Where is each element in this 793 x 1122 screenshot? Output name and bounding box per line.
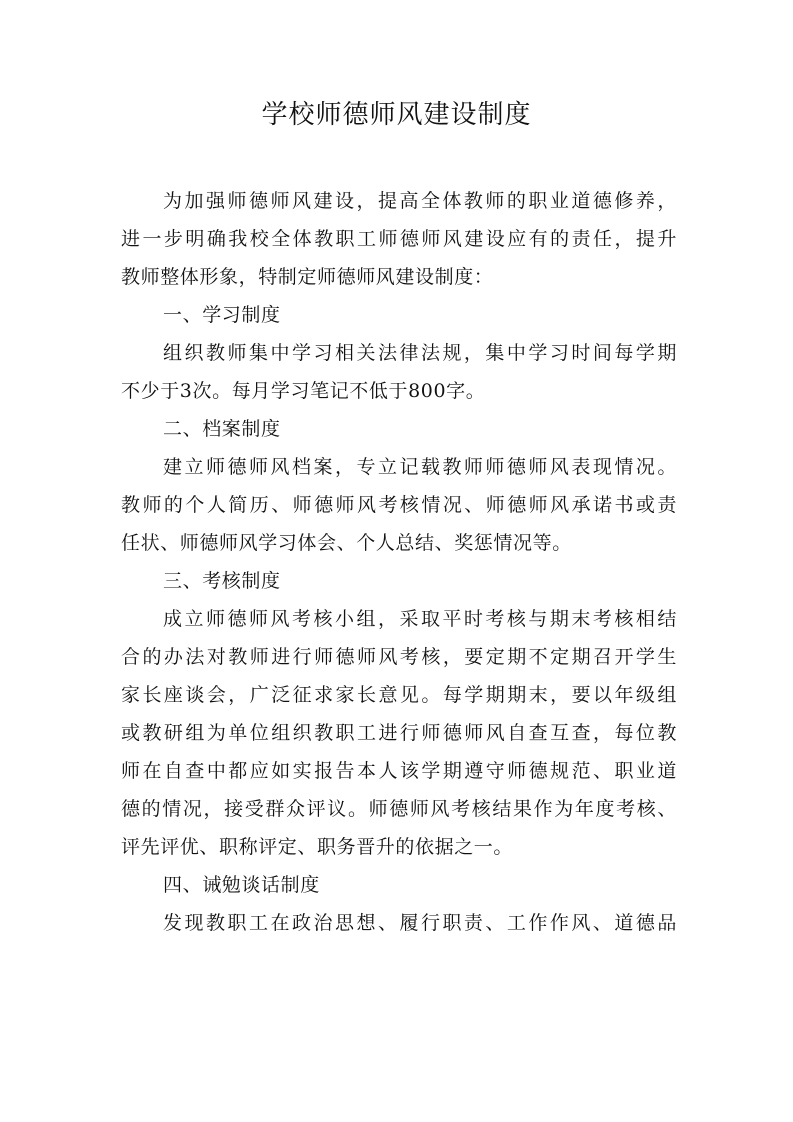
paragraph-assessment-line-6: 德的情况，接受群众评议。师德师风考核结果作为年度考核、 [121, 798, 677, 820]
paragraph-intro-line-2: 进一步明确我校全体教职工师德师风建设应有的责任，提升 [121, 228, 677, 250]
paragraph-assessment-line-7: 评先评优、职称评定、职务晋升的依据之一。 [121, 836, 514, 858]
paragraph-assessment-line-5: 师在自查中都应如实报告本人该学期遵守师德规范、职业道 [121, 760, 677, 782]
paragraph-archive-line-1: 建立师德师风档案，专立记载教师师德师风表现情况。 [163, 456, 677, 478]
paragraph-archive-line-2: 教师的个人简历、师德师风考核情况、师德师风承诺书或责 [121, 494, 677, 516]
paragraph-assessment-line-1: 成立师德师风考核小组，采取平时考核与期末考核相结 [163, 608, 677, 630]
paragraph-assessment-line-4: 或教研组为单位组织教职工进行师德师风自查互查，每位教 [121, 722, 677, 744]
section-heading-archive: 二、档案制度 [163, 418, 281, 440]
document-body [121, 182, 677, 942]
paragraph-assessment-line-2: 合的办法对教师进行师德师风考核，要定期不定期召开学生 [121, 646, 677, 668]
document-title: 学校师德师风建设制度 [261, 100, 532, 130]
paragraph-intro-line-1: 为加强师德师风建设，提高全体教师的职业道德修养， [163, 190, 677, 212]
paragraph-study-line-2: 不少于3次。每月学习笔记不低于800字。 [121, 380, 486, 402]
paragraph-archive-line-3: 任状、师德师风学习体会、个人总结、奖惩情况等。 [121, 532, 572, 554]
section-heading-study: 一、学习制度 [163, 304, 281, 326]
section-heading-admonition: 四、诫勉谈话制度 [163, 874, 320, 896]
paragraph-study-line-1: 组织教师集中学习相关法律法规，集中学习时间每学期 [163, 342, 677, 364]
section-heading-assessment: 三、考核制度 [163, 570, 281, 592]
paragraph-intro-line-3: 教师整体形象，特制定师德师风建设制度： [121, 266, 494, 288]
paragraph-assessment-line-3: 家长座谈会，广泛征求家长意见。每学期期末，要以年级组 [121, 684, 677, 706]
paragraph-admonition-line-1: 发现教职工在政治思想、履行职责、工作作风、道德品 [163, 912, 677, 934]
